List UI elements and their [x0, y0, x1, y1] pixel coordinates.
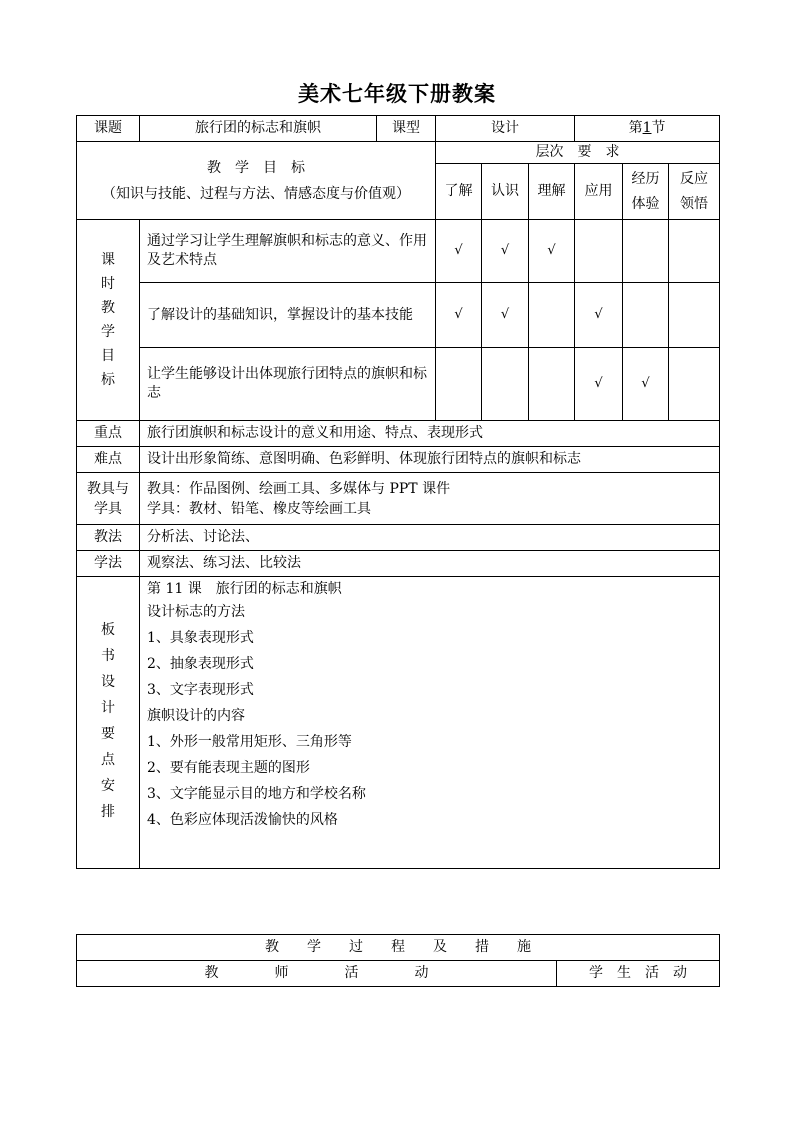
type-label: 课型 [377, 116, 436, 142]
section-number-value: 1 [642, 120, 652, 137]
difficulty-label: 难点 [77, 447, 140, 473]
learning-method-row [77, 551, 720, 577]
check-cell [529, 283, 575, 348]
topic-label: 课题 [77, 116, 140, 142]
check-mark: √ [623, 348, 669, 421]
process-table [76, 934, 720, 987]
board-line: 1、外形一般常用矩形、三角形等 [147, 734, 352, 750]
check-cell [575, 220, 623, 283]
board-label: 板 书 设 计 要 点 安 排 [77, 577, 140, 869]
topic-value: 旅行团的标志和旗帜 [140, 116, 377, 142]
check-cell [623, 220, 669, 283]
student-activity-header: 学 生 活 动 [557, 961, 720, 987]
check-mark: √ [575, 348, 623, 421]
objective-text: 了解设计的基础知识，掌握设计的基本技能 [140, 283, 436, 348]
check-mark: √ [436, 283, 482, 348]
teaching-method-row [77, 525, 720, 551]
tools-value [140, 473, 720, 525]
board-row [77, 577, 720, 869]
process-title: 教 学 过 程 及 措 施 [77, 935, 720, 961]
objective-text: 通过学习让学生理解旗帜和标志的意义、作用及艺术特点 [140, 220, 436, 283]
teaching-method-value: 分析法、讨论法、 [140, 525, 720, 551]
check-mark: √ [482, 283, 529, 348]
topic-row [77, 116, 720, 142]
board-line: 1、具象表现形式 [147, 630, 254, 646]
board-line: 第 11 课 旅行团的标志和旗帜 [147, 581, 342, 597]
level-apply: 应用 [575, 164, 623, 220]
board-content [140, 577, 720, 869]
check-cell [669, 348, 720, 421]
key-point-row [77, 421, 720, 447]
tools-row [77, 473, 720, 525]
check-cell [669, 283, 720, 348]
level-recognize: 认识 [482, 164, 529, 220]
check-mark: √ [436, 220, 482, 283]
objectives-header-row [77, 142, 720, 164]
level-experience: 经历 体验 [623, 164, 669, 220]
key-point-value: 旅行团旗帜和标志设计的意义和用途、特点、表现形式 [140, 421, 720, 447]
check-mark: √ [529, 220, 575, 283]
objectives-subtitle: （知识与技能、过程与方法、情感态度与价值观） [102, 185, 410, 202]
learning-method-label: 学法 [77, 551, 140, 577]
board-line: 旗帜设计的内容 [147, 708, 245, 724]
objectives-title: 教 学 目 标 [207, 159, 305, 176]
difficulty-row [77, 447, 720, 473]
level-comprehend: 理解 [529, 164, 575, 220]
section-number: 第1节 [575, 116, 720, 142]
tools-label: 教具与 学具 [77, 473, 140, 525]
objectives-heading [77, 142, 436, 220]
key-point-label: 重点 [77, 421, 140, 447]
board-line: 2、抽象表现形式 [147, 656, 254, 672]
difficulty-value: 设计出形象简练、意图明确、色彩鲜明、体现旅行团特点的旗帜和标志 [140, 447, 720, 473]
type-value: 设计 [436, 116, 575, 142]
teaching-tools: 教具：作品图例、绘画工具、多媒体与 PPT 课件 [147, 480, 451, 497]
check-cell [623, 283, 669, 348]
page-title: 美术七年级下册教案 [298, 81, 496, 106]
check-cell [436, 348, 482, 421]
objective-row [77, 348, 720, 421]
board-line: 设计标志的方法 [147, 604, 245, 620]
board-line: 4、色彩应体现活泼愉快的风格 [147, 812, 338, 828]
teacher-activity-header: 教 师 活 动 [77, 961, 557, 987]
learning-method-value: 观察法、练习法、比较法 [140, 551, 720, 577]
lesson-plan-table [76, 115, 720, 869]
board-line: 3、文字表现形式 [147, 682, 254, 698]
check-cell [669, 220, 720, 283]
board-line: 3、文字能显示目的地方和学校名称 [147, 786, 366, 802]
learning-tools: 学具：教材、铅笔、橡皮等绘画工具 [147, 500, 371, 517]
teaching-method-label: 教法 [77, 525, 140, 551]
levels-title: 层次 要 求 [436, 142, 720, 164]
objective-row [77, 283, 720, 348]
check-mark: √ [482, 220, 529, 283]
level-reflect: 反应 领悟 [669, 164, 720, 220]
objective-text: 让学生能够设计出体现旅行团特点的旗帜和标志 [140, 348, 436, 421]
level-understand: 了解 [436, 164, 482, 220]
check-cell [482, 348, 529, 421]
check-cell [529, 348, 575, 421]
board-line: 2、要有能表现主题的图形 [147, 760, 310, 776]
lesson-objectives-label: 课 时 教 学 目 标 [77, 220, 140, 421]
objective-row [77, 220, 720, 283]
check-mark: √ [575, 283, 623, 348]
